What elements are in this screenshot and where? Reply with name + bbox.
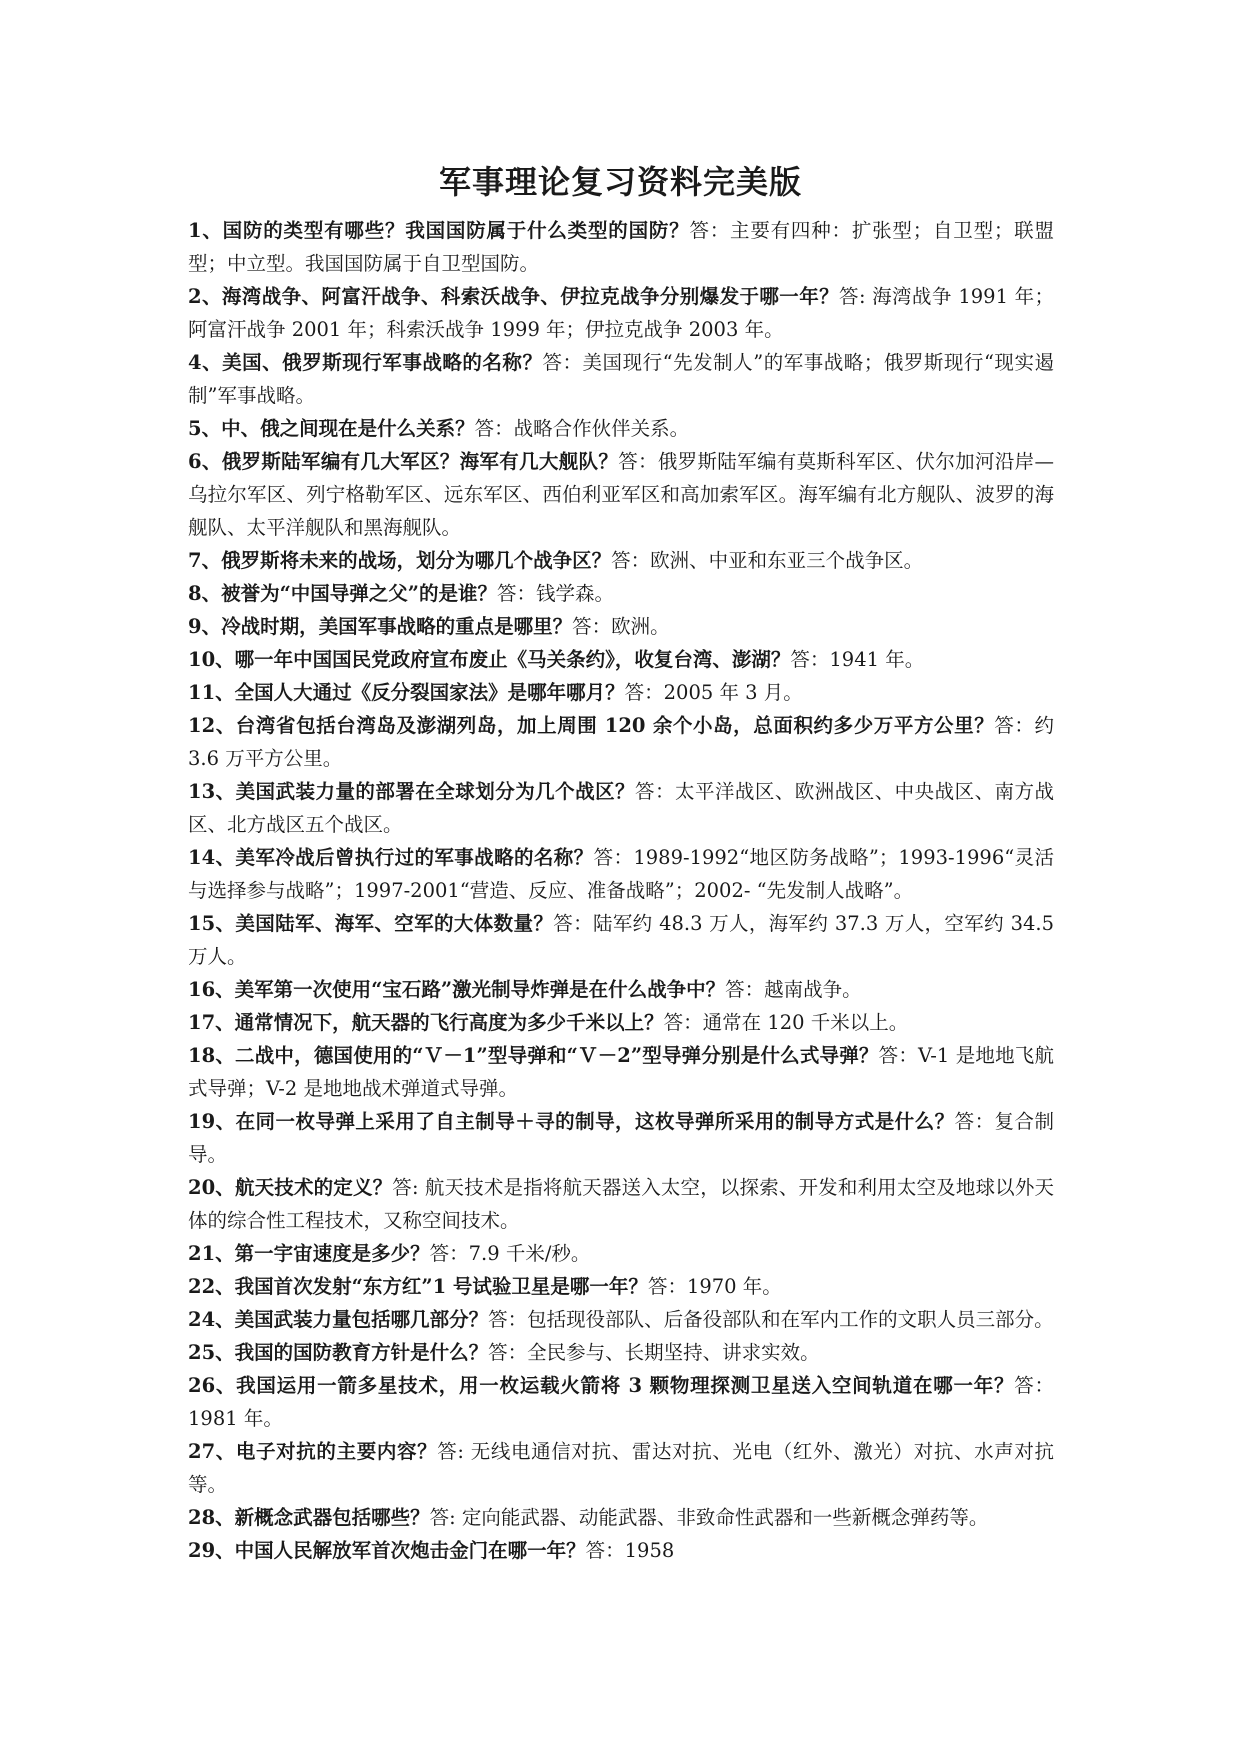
question: 5、中、俄之间现在是什么关系？ [188,417,475,440]
qa-item [188,346,1054,412]
answer: 答：1981 年。 [188,1374,1054,1430]
qa-item [188,1336,1054,1369]
qa-item [188,445,1054,544]
answer: 答：太平洋战区、欧洲战区、中央战区、南方战区、北方战区五个战区。 [188,780,1054,836]
qa-item [188,1435,1054,1501]
answer: 答：钱学森。 [497,582,615,605]
answer: 答：美国现行“先发制人”的军事战略；俄罗斯现行“现实遏制”军事战略。 [188,351,1054,407]
answer: 答：通常在 120 千米以上。 [663,1011,909,1034]
question: 17、通常情况下，航天器的飞行高度为多少千米以上？ [188,1011,664,1034]
answer: 答：包括现役部队、后备役部队和在军内工作的文职人员三部分。 [488,1308,1054,1331]
qa-item [188,544,1054,577]
qa-item [188,610,1054,643]
answer: 答：欧洲。 [572,615,670,638]
question: 16、美军第一次使用“宝石路”激光制导炸弹是在什么战争中？ [188,978,726,1001]
answer: 答：1958 [585,1539,675,1562]
qa-item [188,841,1054,907]
qa-item [188,1237,1054,1270]
answer: 答: 定向能武器、动能武器、非致命性武器和一些新概念弹药等。 [429,1506,989,1529]
question: 12、台湾省包括台湾岛及澎湖列岛，加上周围 120 余个小岛，总面积约多少万平方公里？ [188,714,995,737]
question: 25、我国的国防教育方针是什么？ [188,1341,489,1364]
question: 19、在同一枚导弹上采用了自主制导＋寻的制导，这枚导弹所采用的制导方式是什么？ [188,1110,955,1133]
qa-list [188,214,1054,1567]
answer: 答：1970 年。 [647,1275,782,1298]
answer: 答：约 3.6 万平方公里。 [188,714,1054,770]
question: 28、新概念武器包括哪些？ [188,1506,430,1529]
question: 26、我国运用一箭多星技术，用一枚运载火箭将 3 颗物理探测卫星送入空间轨道在哪一年？ [188,1374,1015,1397]
question: 15、美国陆军、海军、空军的大体数量？ [188,912,554,935]
question: 24、美国武装力量包括哪几部分？ [188,1308,489,1331]
qa-item [188,1369,1054,1435]
question: 22、我国首次发射“东方红”1 号试验卫星是哪一年？ [188,1275,648,1298]
answer: 答: 航天技术是指将航天器送入太空，以探索、开发和利用太空及地球以外天体的综合性工程技术，又称空间技术。 [188,1176,1054,1232]
answer: 答：欧洲、中亚和东亚三个战争区。 [611,549,924,572]
qa-item [188,1171,1054,1237]
answer: 答：1941 年。 [790,648,925,671]
qa-item [188,1006,1054,1039]
qa-item [188,280,1054,346]
answer: 答：全民参与、长期坚持、讲求实效。 [488,1341,820,1364]
question: 6、俄罗斯陆军编有几大军区？海军有几大舰队？ [188,450,619,473]
qa-item [188,1303,1054,1336]
qa-item [188,775,1054,841]
answer: 答：主要有四种：扩张型；自卫型；联盟型；中立型。我国国防属于自卫型国防。 [188,219,1054,275]
question: 7、俄罗斯将未来的战场，划分为哪几个战争区？ [188,549,612,572]
question: 4、美国、俄罗斯现行军事战略的名称？ [188,351,543,374]
question: 21、第一宇宙速度是多少？ [188,1242,430,1265]
answer: 答：战略合作伙伴关系。 [474,417,690,440]
answer: 答：陆军约 48.3 万人，海军约 37.3 万人，空军约 34.5 万人。 [188,912,1055,968]
question: 10、哪一年中国国民党政府宣布废止《马关条约》，收复台湾、澎湖？ [188,648,791,671]
qa-item [188,577,1054,610]
question: 29、中国人民解放军首次炮击金门在哪一年？ [188,1539,586,1562]
page-title: 军事理论复习资料完美版 [438,163,802,201]
qa-item [188,1534,1054,1567]
qa-item [188,1105,1054,1171]
question: 8、被誉为“中国导弹之父”的是谁？ [188,582,498,605]
question: 9、冷战时期，美国军事战略的重点是哪里？ [188,615,573,638]
qa-item [188,1501,1054,1534]
qa-item [188,709,1054,775]
question: 18、二战中，德国使用的“Ｖ－1”型导弹和“Ｖ－2”型导弹分别是什么式导弹？ [188,1044,879,1067]
answer: 答：复合制导。 [188,1110,1054,1166]
answer: 答：7.9 千米/秒。 [429,1242,591,1265]
answer: 答：俄罗斯陆军编有莫斯科军区、伏尔加河沿岸—乌拉尔军区、列宁格勒军区、远东军区、西伯利亚军区和高加索军区。海军编有北方舰队、波罗的海舰队、太平洋舰队和黑海舰队。 [188,450,1054,539]
answer: 答: 无线电通信对抗、雷达对抗、光电（红外、激光）对抗、水声对抗等。 [188,1440,1054,1496]
answer: 答：2005 年 3 月。 [624,681,803,704]
answer: 答：1989-1992“地区防务战略”；1993-1996“灵活与选择参与战略”；1997-2001“营造、反应、准备战略”；2002- “先发制人战略”。 [188,846,1055,902]
question: 2、海湾战争、阿富汗战争、科索沃战争、伊拉克战争分别爆发于哪一年？ [188,285,840,308]
question: 13、美国武装力量的部署在全球划分为几个战区？ [188,780,636,803]
qa-item [188,973,1054,1006]
answer: 答: 海湾战争 1991 年；阿富汗战争 2001 年；科索沃战争 1999 年；伊拉克战争 2003 年。 [188,285,1054,341]
question: 20、航天技术的定义？ [188,1176,393,1199]
answer: 答：V-1 是地地飞航式导弹；V-2 是地地战术弹道式导弹。 [188,1044,1054,1100]
qa-item [188,907,1054,973]
qa-item [188,643,1054,676]
answer: 答：越南战争。 [725,978,862,1001]
qa-item [188,1039,1054,1105]
qa-item [188,214,1054,280]
qa-item [188,1270,1054,1303]
question: 14、美军冷战后曾执行过的军事战略的名称？ [188,846,594,869]
qa-item [188,412,1054,445]
question: 11、全国人大通过《反分裂国家法》是哪年哪月？ [188,681,625,704]
question: 1、国防的类型有哪些？我国国防属于什么类型的国防？ [188,219,690,242]
question: 27、电子对抗的主要内容？ [188,1440,438,1463]
qa-item [188,676,1054,709]
